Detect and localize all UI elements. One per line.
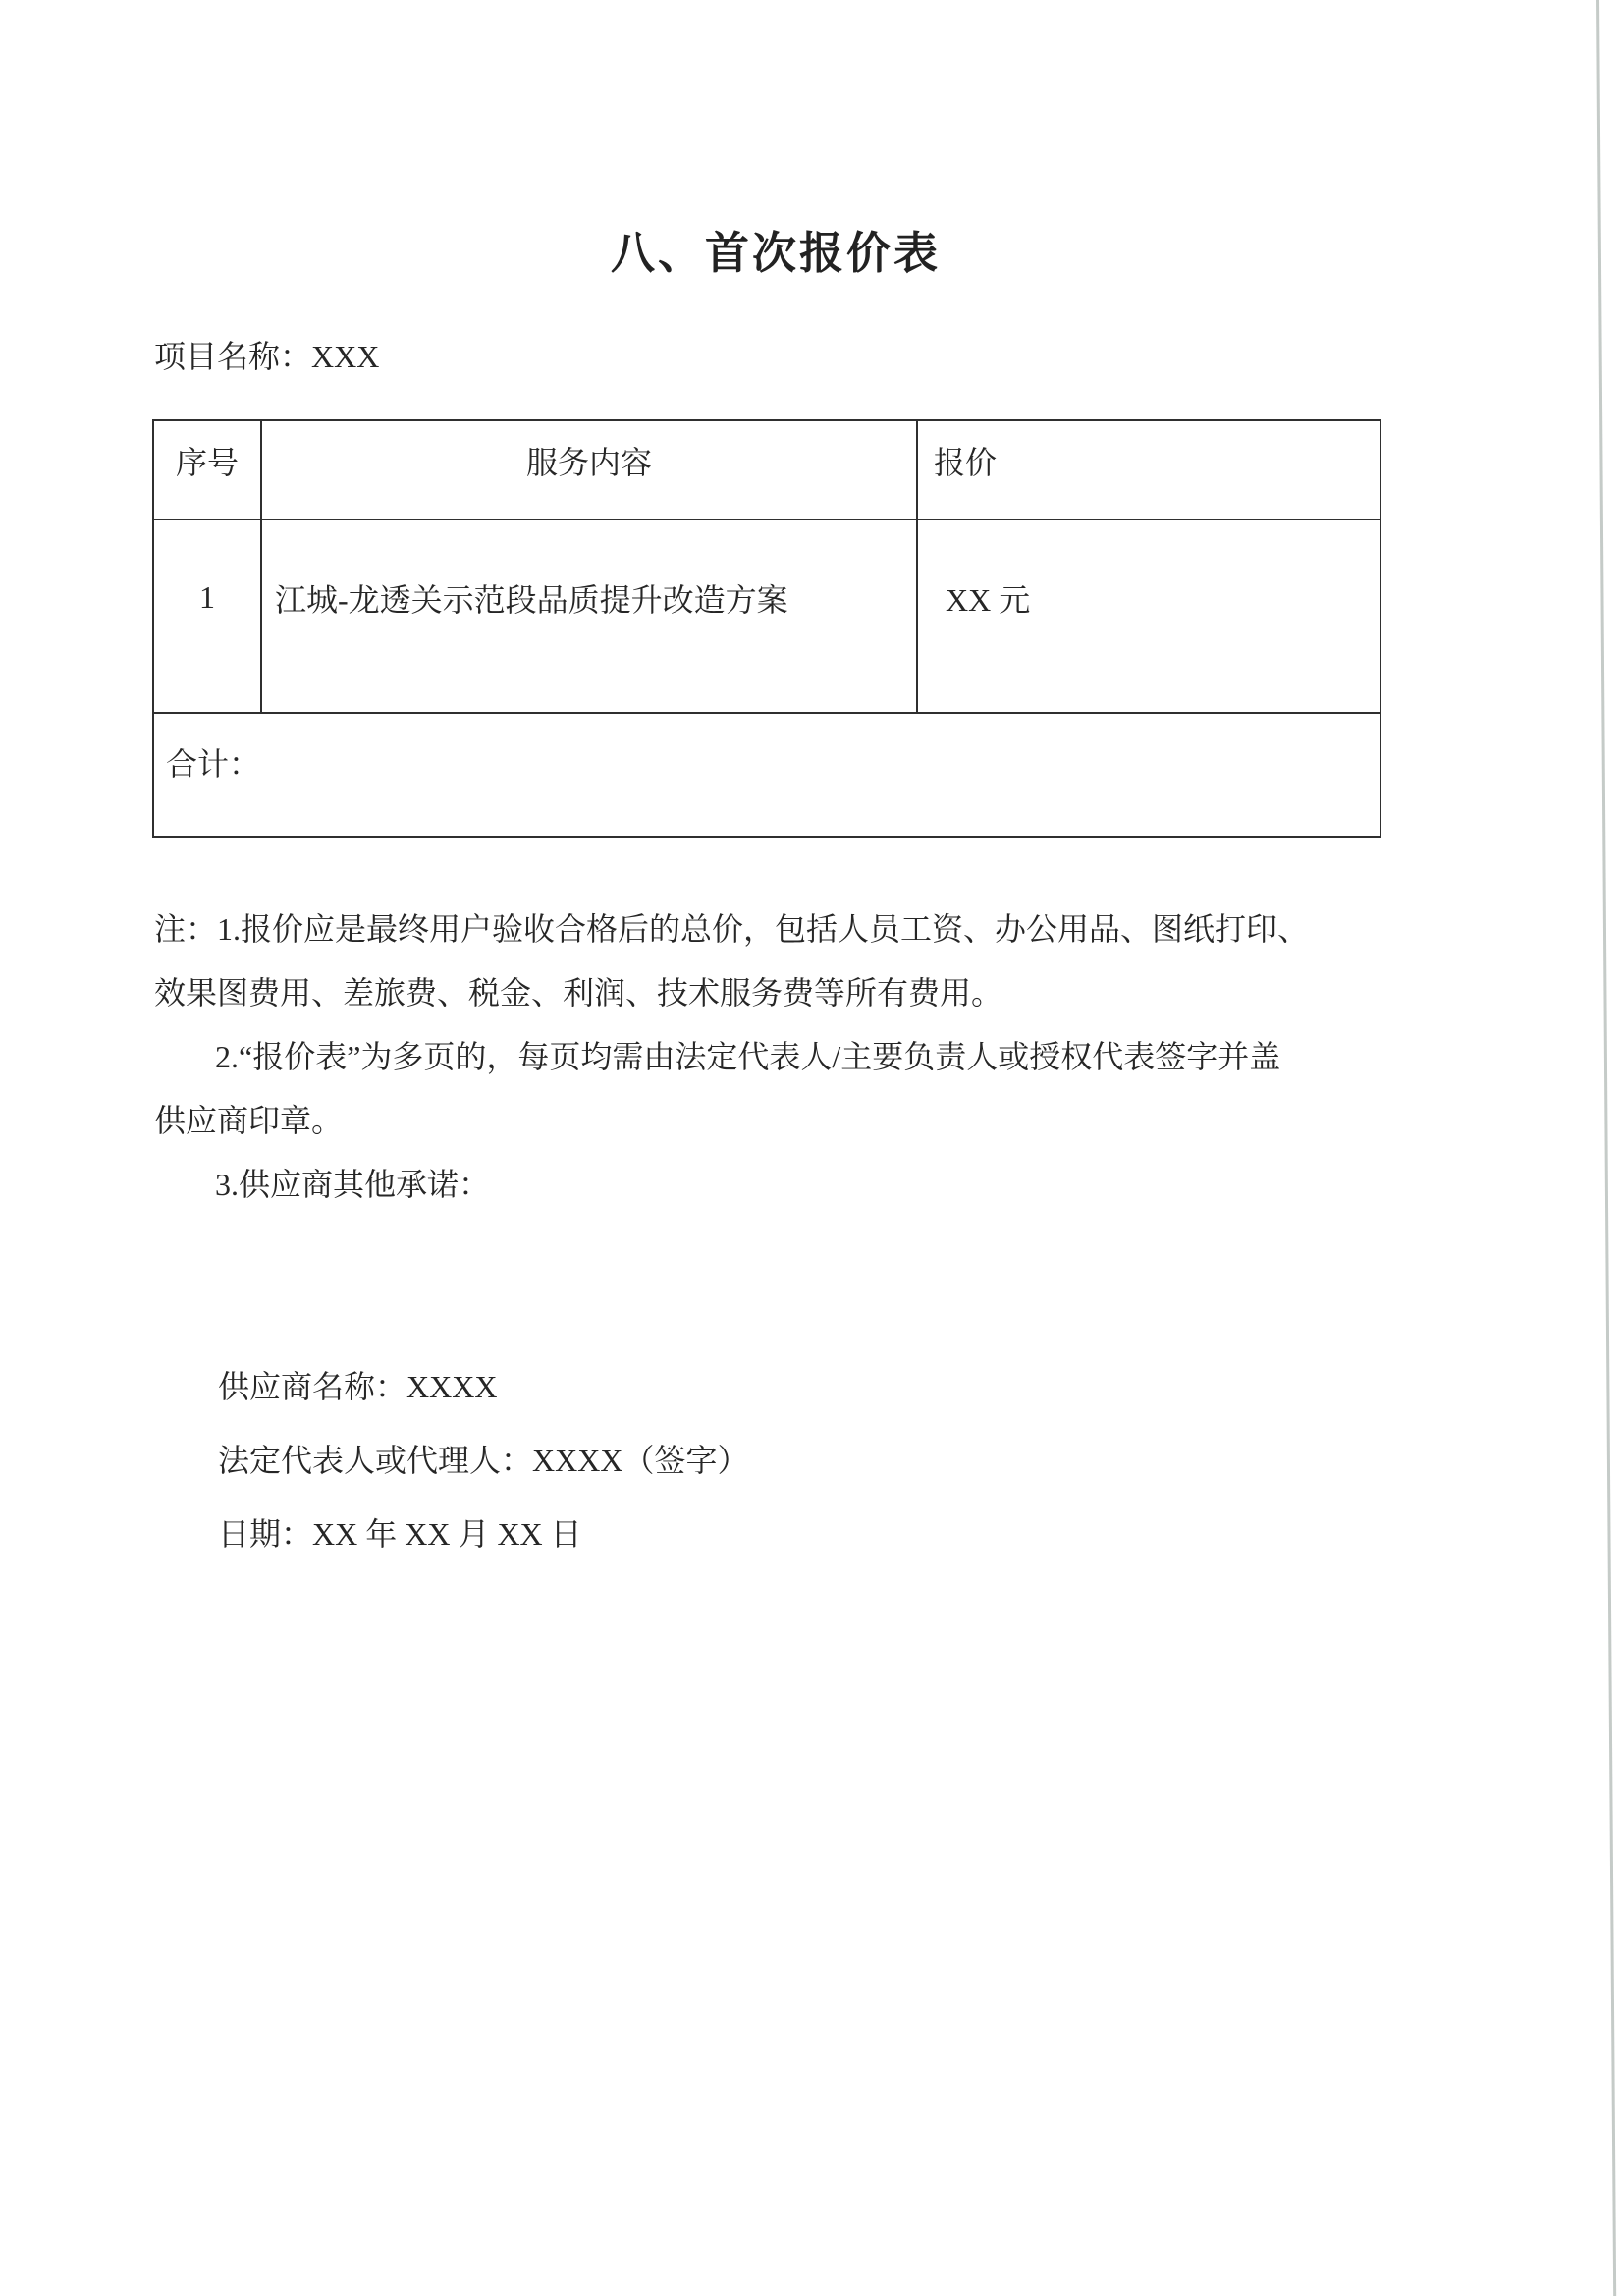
representative-line: 法定代表人或代理人：XXXX（签字） bbox=[218, 1443, 749, 1478]
table-header-row bbox=[153, 420, 1380, 519]
note-line-1: 注：1.报价应是最终用户验收合格后的总价，包括人员工资、办公用品、图纸打印、 bbox=[154, 911, 1310, 947]
cell-service-content: 江城-龙透关示范段品质提升改造方案 bbox=[261, 519, 917, 713]
cell-row-number: 1 bbox=[153, 519, 261, 713]
project-name-line: 项目名称：XXX bbox=[154, 339, 380, 374]
note-line-5: 3.供应商其他承诺： bbox=[215, 1167, 491, 1202]
date-line: 日期：XX 年 XX 月 XX 日 bbox=[218, 1516, 582, 1552]
note-line-3: 2.“报价表”为多页的，每页均需由法定代表人/主要负责人或授权代表签字并盖 bbox=[215, 1039, 1281, 1074]
cell-total-label: 合计： bbox=[153, 713, 1380, 837]
header-cell-number: 序号 bbox=[153, 420, 261, 519]
document-title: 八、首次报价表 bbox=[610, 229, 941, 278]
notes-section bbox=[154, 898, 1421, 1217]
supplier-name-line: 供应商名称：XXXX bbox=[218, 1369, 498, 1404]
header-cell-service: 服务内容 bbox=[261, 420, 917, 519]
quotation-table bbox=[152, 419, 1381, 838]
cell-price: XX 元 bbox=[917, 519, 1380, 713]
note-line-2: 效果图费用、差旅费、税金、利润、技术服务费等所有费用。 bbox=[154, 975, 1003, 1011]
scan-artifact-line bbox=[1596, 0, 1616, 2296]
note-line-4: 供应商印章。 bbox=[154, 1103, 344, 1138]
signature-block bbox=[218, 1350, 748, 1571]
header-cell-price: 报价 bbox=[917, 420, 1380, 519]
table-total-row bbox=[153, 713, 1380, 837]
table-row bbox=[153, 519, 1380, 713]
